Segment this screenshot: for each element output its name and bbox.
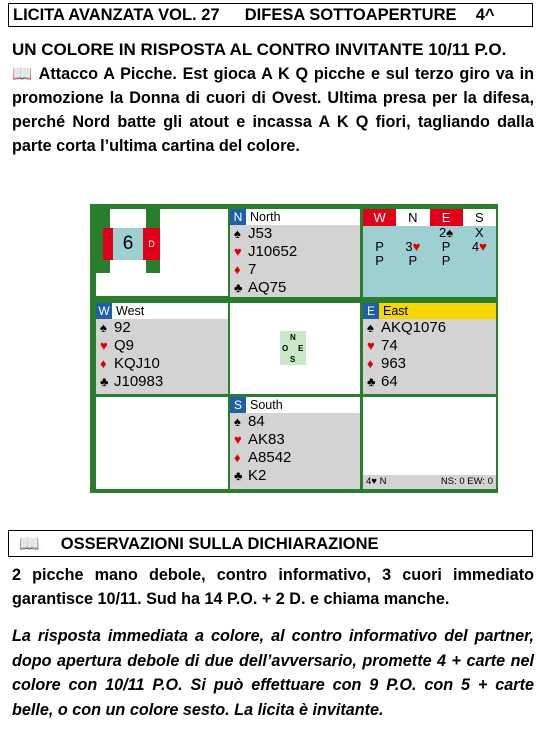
auction-row [363,240,496,254]
auction-call: 4♥ [471,239,487,254]
west-hand-panel [96,303,228,394]
topic-title: DIFESA SOTTOAPERTURE [244,6,457,24]
south-seat-badge: S [230,397,246,413]
diamond-icon: ♦ [100,356,107,371]
auction-col-n: N [408,210,418,225]
diamond-icon: ♦ [234,450,241,465]
diamond-icon: ♦ [234,262,241,277]
book-icon: 📖 [12,64,34,83]
club-icon: ♣ [367,374,376,389]
west-hearts: Q9 [114,337,135,354]
auction-col-e: E [430,209,463,226]
east-hearts: 74 [381,337,398,354]
club-icon: ♣ [234,280,243,295]
spade-icon: ♠ [367,320,374,335]
west-diamonds: KQJ10 [114,355,160,372]
dealer-badge: D [143,228,160,260]
volume-title: LICITA AVANZATA VOL. 27 [13,6,220,24]
auction-header [363,209,496,226]
north-cards [230,225,360,297]
heart-icon: ♥ [367,338,375,353]
north-name: North [250,210,281,224]
subtitle: UN COLORE IN RISPOSTA AL CONTRO INVITANTE 10/11 P.O. [12,40,507,59]
auction-call: P [441,239,451,254]
south-hand-panel [230,397,360,489]
result-contract: 4♥ N [366,476,387,487]
spade-icon: ♠ [234,226,241,241]
west-clubs: J10983 [114,373,164,390]
south-name: South [250,398,283,412]
heart-icon: ♥ [234,244,242,259]
bidding-explanation: La risposta immediata a colore, al contro informativo del partner, dopo apertura debole di due dell’avversario, promette 4 + carte nel colore con 10/11 P.O. Si può effettuare con 9 P.O. con 5 + carte belle, o con un colore sesto. La licita è invitante. [12,627,534,719]
contract-title: 4^ [475,6,495,24]
west-seat-badge: W [96,303,112,319]
section-title: OSSERVAZIONI SULLA DICHIARAZIONE [60,535,379,553]
north-spades: J53 [248,225,273,242]
compass-icon [280,331,306,365]
auction-call: P [375,239,384,254]
auction-call [363,226,396,240]
west-spades: 92 [114,319,131,336]
result-cell [363,397,496,489]
document-header [8,3,533,27]
east-hand-panel [363,303,496,394]
heart-icon: ♥ [234,432,242,447]
auction-call: P [441,253,451,268]
board-info-cell [96,209,228,296]
result-score: NS: 0 EW: 0 [440,476,493,487]
compass-e: E [298,344,304,353]
book-icon: 📖 [19,534,40,553]
north-diamonds: 7 [248,261,257,278]
compass-o: O [282,344,289,353]
east-cards [363,319,496,394]
lead-text: Attacco A Picche. Est gioca A K Q picche e sul terzo giro va in promozione la Donna di cuori di Ovest. Ultima presa per la difesa, perché Nord batte gli atout e incassa A K Q fiori, tagliando dalla parte corta l’ultima cartina del colore. [12,65,534,155]
north-clubs: AQ75 [248,279,287,296]
bridge-diagram [90,204,498,493]
compass-n: N [290,333,296,342]
south-diamonds: A8542 [248,449,292,466]
auction-call: 3♥ [405,239,421,254]
empty-cell [96,397,228,489]
section-header [8,530,533,557]
east-spades: AKQ1076 [381,319,447,336]
south-hearts: AK83 [248,431,285,448]
east-clubs: 64 [381,373,398,390]
auction-col-w: W [363,209,396,226]
auction-table [363,209,496,297]
south-spades: 84 [248,413,265,430]
south-cards [230,413,360,489]
auction-call: P [375,253,384,268]
spade-icon: ♠ [100,320,107,335]
auction-call [463,254,496,268]
north-hand-panel [230,209,360,297]
auction-call: 2♠ [439,225,454,240]
north-hearts: J10652 [248,243,298,260]
east-seat-badge: E [363,303,379,319]
auction-call [396,226,429,240]
compass-cell [230,303,360,394]
auction-row [363,226,496,240]
auction-call: X [475,225,484,240]
east-name: East [383,304,409,318]
auction-call: P [408,253,418,268]
west-cards [96,319,228,394]
heart-icon: ♥ [100,338,108,353]
east-diamonds: 963 [381,355,407,372]
compass-s: S [290,355,296,364]
club-icon: ♣ [100,374,109,389]
north-seat-badge: N [230,209,246,225]
bidding-notes: 2 picche mano debole, contro informativo, 3 cuori immediato garantisce 10/11. Sud ha 14 P.O. + 2 D. e chiama manche. [12,566,534,608]
diamond-icon: ♦ [367,356,374,371]
spade-icon: ♠ [234,414,241,429]
south-clubs: K2 [248,467,267,484]
auction-row [363,254,496,268]
board-number: 6 [113,228,143,260]
club-icon: ♣ [234,468,243,483]
lead-paragraph [12,62,534,158]
west-name: West [116,304,145,318]
auction-col-s: S [475,210,484,225]
